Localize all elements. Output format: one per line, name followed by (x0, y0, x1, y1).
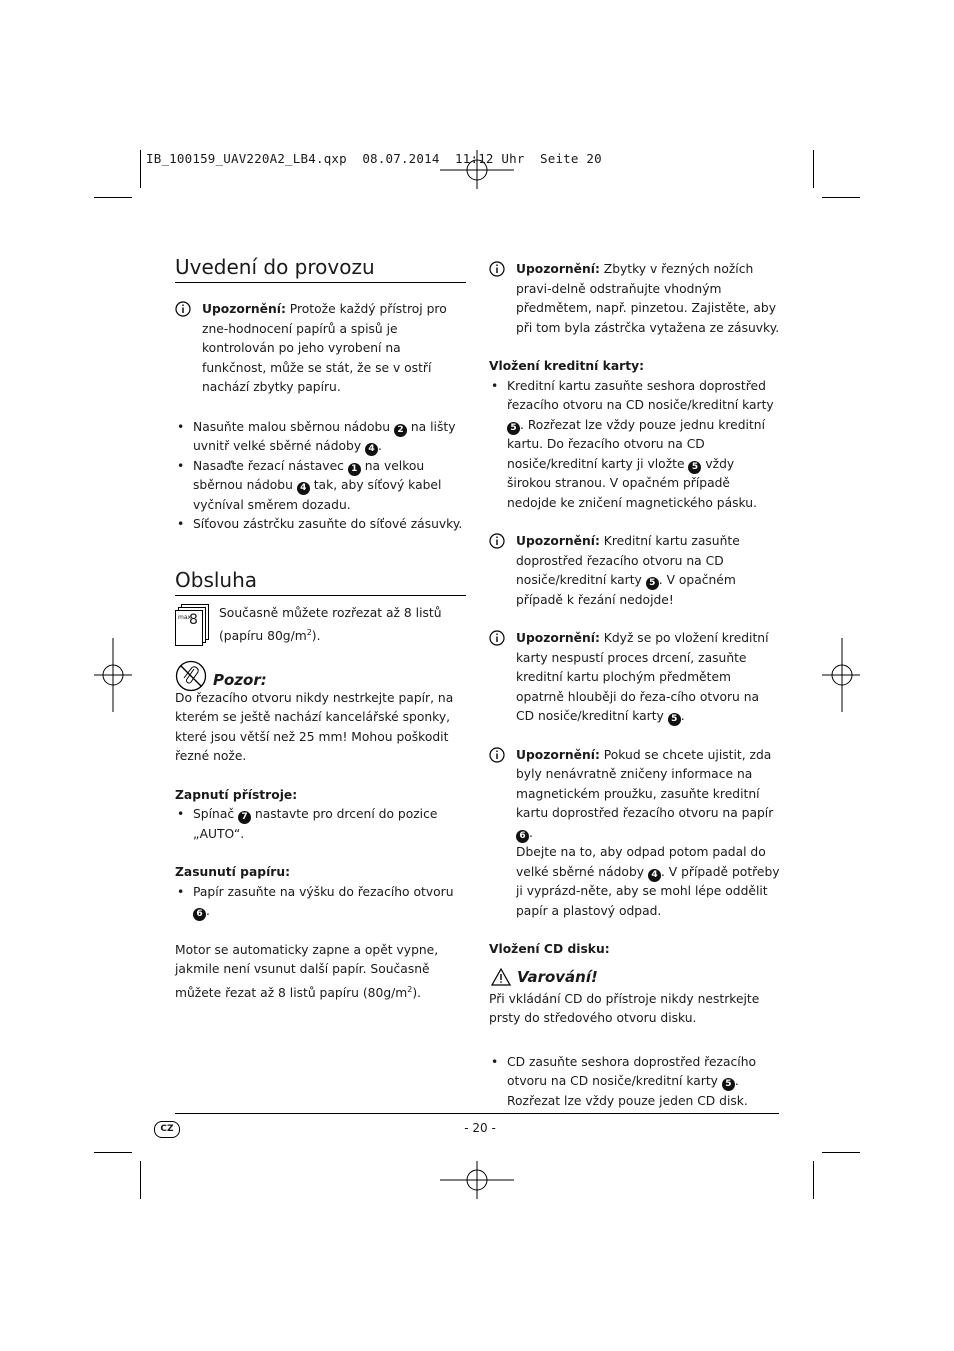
cd-steps (489, 1053, 781, 1112)
caution-text: Do řezacího otvoru nikdy nestrkejte papír, na kterém se ještě nachází kancelářské sponky, které jsou větší než 25 mm! Mohou poškodit řezné nože. (175, 690, 454, 763)
subheading: Vložení CD disku: (489, 942, 610, 956)
print-header: IB_100159_UAV220A2_LB4.qxp 08.07.2014 11:12 Uhr Seite 20 (146, 151, 602, 166)
note-block: Upozornění: Když se po vložení kreditní karty nespustí proces drcení, zasuňte kreditní kartu plochým předmětem opatrně hlouběji do řeza-cího otvoru na CD nosiče/kreditní karty 5 . (489, 629, 781, 727)
switch-steps (175, 805, 466, 844)
info-icon (489, 533, 505, 549)
info-icon (489, 630, 505, 646)
info-icon (175, 301, 191, 317)
language-badge: CZ (154, 1121, 180, 1138)
list-item: • Síťovou zástrčku zasuňte do síťové zásuvky. (175, 515, 466, 535)
section-title-setup: Uvedení do provozu (175, 255, 375, 279)
card-steps (489, 377, 781, 514)
title-rule (175, 595, 466, 596)
list-item: • Spínač 7 nastavte pro drcení do pozice „AUTO“. (175, 805, 466, 844)
note-block: Upozornění: Protože každý přístroj pro zne-hodnocení papírů a spisů je kontrolován po jeho vyrobení na funkčnost, může se stát, že se v ostří nachází zbytky papíru. (175, 300, 466, 398)
list-item: • Nasuňte malou sběrnou nádobu 2 na lišty uvnitř velké sběrné nádoby 4 . (175, 418, 466, 457)
list-item: • Nasaďte řezací nástavec 1 na velkou sběrnou nádobu 4 tak, aby síťový kabel vyčníval směrem dozadu. (175, 457, 466, 516)
section-title-operation: Obsluha (175, 567, 258, 592)
warning-title: Varování! (517, 967, 598, 986)
note-block: Upozornění: Kreditní kartu zasuňte doprostřed řezacího otvoru na CD nosiče/kreditní karty 5 . V opačném případě k řezání nedojde! (489, 532, 781, 610)
capacity-row (175, 604, 466, 650)
warning-text: Při vkládání CD do přístroje nikdy nestrkejte prsty do středového otvoru disku. (489, 991, 760, 1025)
title-rule (175, 282, 466, 283)
no-paperclip-icon (175, 660, 207, 692)
motor-paragraph: Motor se automaticky zapne a opět vypne, jakmile není vsunut další papír. Současně můžete řezat až 8 listů papíru $(80g/m^2)$. (175, 942, 439, 1000)
warning-header (489, 966, 781, 990)
subheading: Vložení kreditní karty: (489, 359, 645, 373)
left-column (175, 254, 466, 1003)
paper-stack-icon: max. 8 (175, 604, 209, 644)
caution-title: Pozor: (213, 670, 267, 689)
footer-rule (175, 1113, 779, 1114)
note-block: Upozornění: Pokud se chcete ujistit, zda byly nenávratně zničeny informace na magnetickém proužku, zasuňte kreditní kartu doprostřed řezacího otvoru na papír 6 . Dbejte na to, aby odpad potom padal do velké sběrné nádoby 4 . V případě potřeby ji vyprázd-něte, aby se mohl lépe oddělit papír a plastový odpad. (489, 746, 781, 922)
subheading: Zasunutí papíru: (175, 865, 291, 879)
warning-triangle-icon (491, 968, 511, 986)
subheading: Zapnutí přístroje: (175, 787, 298, 802)
list-item: • Kreditní kartu zasuňte seshora doprostřed řezacího otvoru na CD nosiče/kreditní karty 5 . Rozřezat lze vždy pouze jednu kreditní kartu. Do řezacího otvoru na CD nosiče/kreditní karty ji vložte 5 vždy širokou stranou. V opačném případě nedojde ke zničení magnetického pásku. (489, 377, 781, 514)
right-column (489, 260, 781, 1111)
page-number: - 20 - (464, 1121, 496, 1135)
info-icon (489, 747, 505, 763)
list-item: • CD zasuňte seshora doprostřed řezacího otvoru na CD nosiče/kreditní karty 5 . Rozřezat lze vždy pouze jeden CD disk. (489, 1053, 781, 1112)
note-block: Upozornění: Zbytky v řezných nožích pravi-delně odstraňujte vhodným předmětem, např. pinzetou. Zajistěte, aby při tom byla zástrčka vytažena ze zásuvky. (489, 260, 781, 338)
caution-header (175, 660, 466, 692)
capacity-text: Současně můžete rozřezat až 8 listů (papíru $80g/m^2$). (219, 605, 442, 644)
info-icon (489, 261, 505, 277)
paper-steps (175, 883, 466, 922)
setup-steps (175, 418, 466, 535)
list-item: • Papír zasuňte na výšku do řezacího otvoru 6 . (175, 883, 466, 922)
